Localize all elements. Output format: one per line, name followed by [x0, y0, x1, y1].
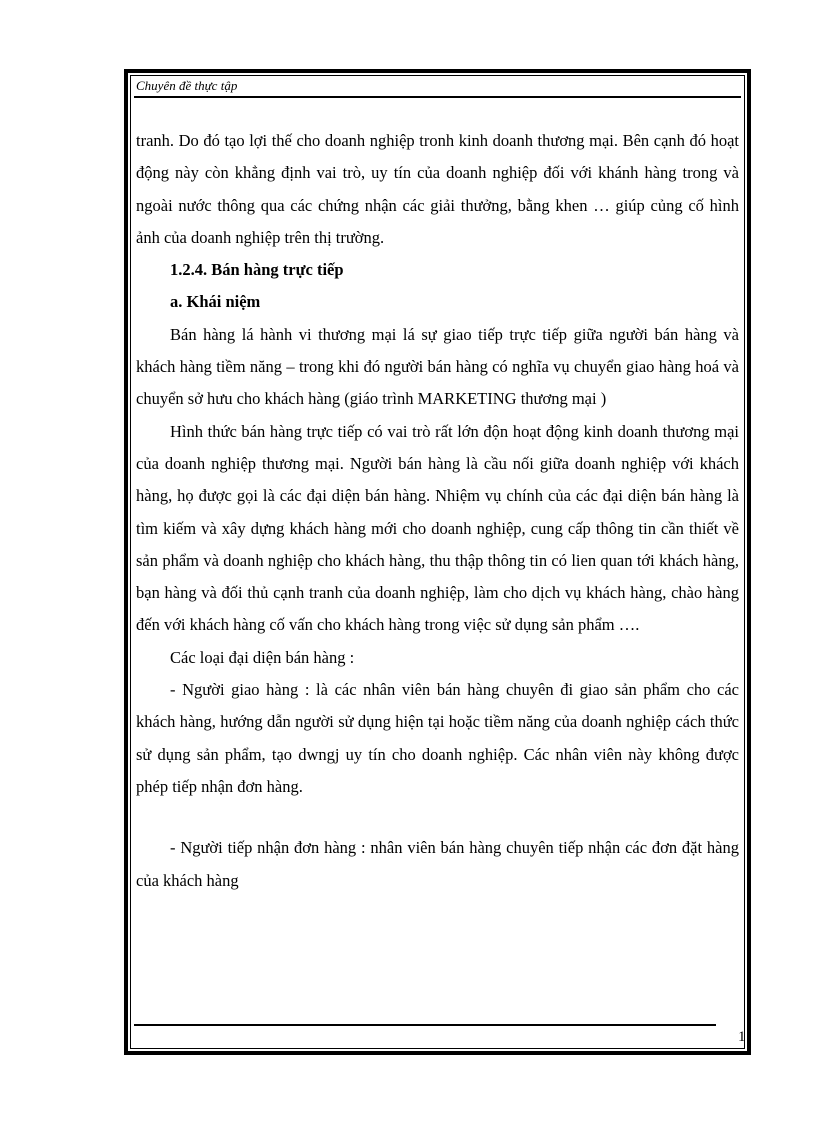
paragraph-continuation: tranh. Do đó tạo lợi thế cho doanh nghiệp tronh kinh doanh thương mại. Bên cạnh đó hoạt động này còn khẳng định vai trò, uy tín của doanh nghiệp đối với khánh hàng trong và ngoài nước thông qua các chứng nhận các giải thưởng, bằng khen … giúp củng cố hình ảnh của doanh nghiệp trên thị trường.: [136, 131, 739, 247]
list-item-order-taker: - Người tiếp nhận đơn hàng : nhân viên bán hàng chuyên tiếp nhận các đơn đặt hàng của khách hàng: [136, 838, 739, 890]
paragraph-role: Hình thức bán hàng trực tiếp có vai trò rất lớn độn hoạt động kinh doanh thương mại của doanh nghiệp thương mại. Người bán hàng là cầu nối giữa doanh nghiệp với khách hàng, họ được gọi là các đại diện bán hàng. Nhiệm vụ chính của các đại diện bán hàng là tìm kiếm và xây dựng khách hàng mới cho doanh nghiệp, cung cấp thông tin cần thiết về sản phẩm và doanh nghiệp cho khách hàng, thu thập thông tin có lien quan tới khách hàng, bạn hàng và đối thủ cạnh tranh của doanh nghiệp, làm cho dịch vụ khách hàng, chào hàng đến với khách hàng cố vấn cho khách hàng trong việc sử dụng sản phẩm ….: [136, 421, 739, 635]
blank-line: [136, 803, 739, 832]
running-header: Chuyên đề thực tập: [136, 78, 238, 93]
list-item-delivery: - Người giao hàng : là các nhân viên bán hàng chuyên đi giao sản phẩm cho các khách hàng, hướng dẫn người sử dụng hiện tại hoặc tiềm năng của doanh nghiệp cách thức sử dụng sản phẩm, tạo dwngj uy tín cho doanh nghiệp. Các nhân viên này không được phép tiếp nhận đơn hàng.: [136, 680, 739, 796]
paragraph-definition: Bán hàng lá hành vi thương mại lá sự giao tiếp trực tiếp giữa người bán hàng và khách hàng tiềm năng – trong khi đó người bán hàng có nghĩa vụ chuyển giao hàng hoá và chuyển sở hưu cho khách hàng (giáo trình MARKETING thương mại ): [136, 324, 739, 409]
document-body: [136, 125, 739, 897]
header-rule: [134, 96, 741, 98]
subsection-heading: a. Khái niệm: [170, 292, 261, 312]
footer-rule: [134, 1024, 716, 1026]
page-number: 1: [738, 1029, 746, 1045]
section-heading: 1.2.4. Bán hàng trực tiếp: [170, 260, 344, 280]
paragraph-types-intro: Các loại đại diện bán hàng :: [170, 647, 355, 667]
